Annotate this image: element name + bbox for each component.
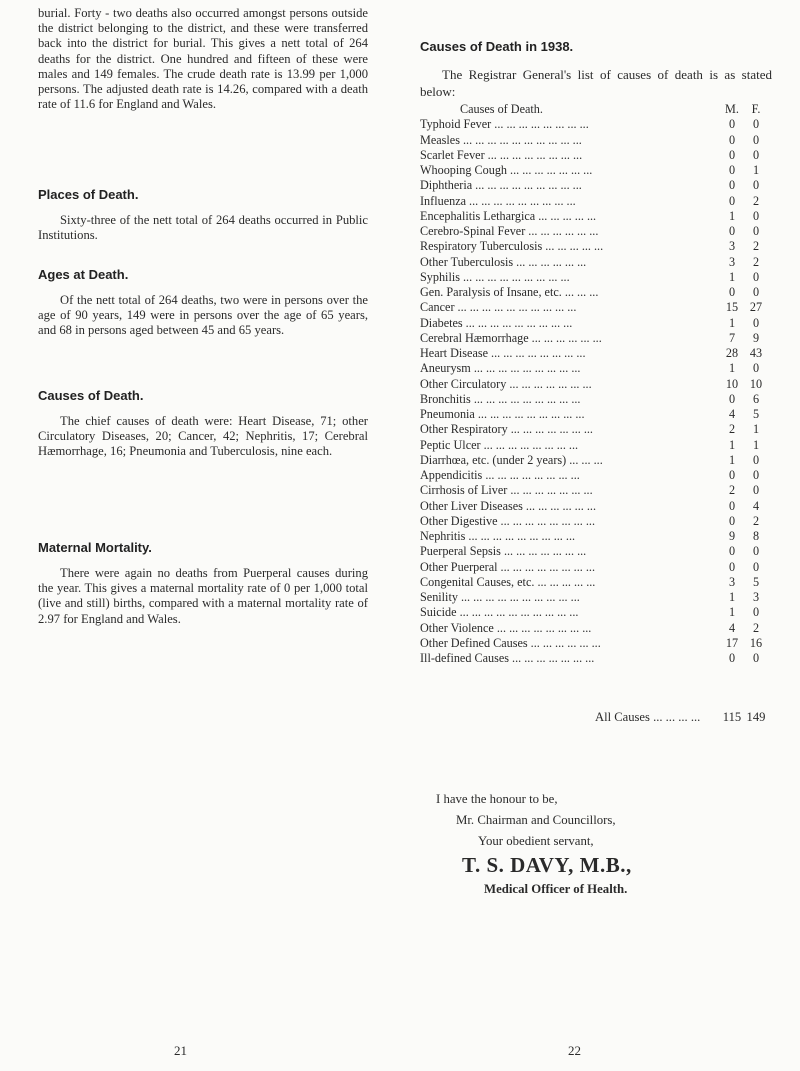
- intro-paragraph: [38, 6, 368, 112]
- male-count: 2: [728, 483, 736, 498]
- female-count: 0: [752, 651, 760, 665]
- male-count: 4: [728, 407, 736, 421]
- table-row: [420, 178, 772, 193]
- male-count: 1: [728, 208, 736, 223]
- female-count: 0: [752, 483, 760, 498]
- causes-text: The chief causes of death were: Heart Disease, 71; other Circulatory Diseases, 20; Cancer, 42; Nephritis, 17; Cerebral Hæmorrhage, 16; Pneumonia and Tuberculosis, nine each.: [38, 414, 368, 459]
- cause-name: Senility ... ... ... ... ... ... ... ... ... ...: [420, 590, 580, 604]
- table-row: [420, 651, 772, 666]
- closing-line-3: Your obedient servant,: [478, 834, 594, 848]
- table-row: [420, 316, 772, 331]
- female-count: 16: [749, 635, 763, 650]
- cause-name: Other Puerperal ... ... ... ... ... ... ... ...: [420, 559, 595, 574]
- male-count: 10: [725, 376, 739, 391]
- intro-text: burial. Forty - two deaths also occurred amongst persons outside the district belonging to the district, and these were transferred back into the district for burial. This gives a nett total of 264 deaths for the district. One hundred and fifteen of these were males and 149 females. The crude death rate is 13.99 per 1,000 persons. The adjusted death rate is 14.26, compared with a death rate of 11.6 for England and Wales.: [38, 6, 368, 112]
- table-row: [420, 605, 772, 620]
- causes-heading: Causes of Death.: [38, 388, 144, 403]
- signature-name: T. S. DAVY, M.B.,: [462, 853, 632, 877]
- male-count: 0: [728, 117, 736, 132]
- header-causes: Causes of Death.: [460, 102, 543, 116]
- maternal-text: There were again no deaths from Puerperal causes during the year. This gives a maternal mortality rate of 0 per 1,000 total (live and still) births, compared with a maternal mortality rate of 2.97 for England and Wales.: [38, 566, 368, 626]
- male-count: 0: [728, 132, 736, 147]
- page-number-left: 21: [174, 1043, 187, 1058]
- male-count: 2: [728, 422, 736, 437]
- cause-name: Other Circulatory ... ... ... ... ... ... ...: [420, 376, 592, 391]
- table-row: [420, 499, 772, 514]
- female-count: 0: [752, 178, 760, 193]
- male-count: 3: [728, 254, 736, 269]
- total-male: 115: [722, 710, 742, 724]
- maternal-section: [38, 540, 368, 627]
- table-header-row: [420, 102, 772, 117]
- male-count: 4: [728, 620, 736, 635]
- table-row: [420, 117, 772, 132]
- table-row: [420, 224, 772, 239]
- cause-name: Nephritis ... ... ... ... ... ... ... ... ...: [420, 529, 576, 543]
- female-count: 1: [752, 422, 760, 437]
- table-row: [420, 346, 772, 361]
- female-count: 0: [752, 544, 760, 559]
- cause-name: Typhoid Fever ... ... ... ... ... ... ... ...: [420, 117, 589, 132]
- female-count: 0: [752, 147, 760, 162]
- female-count: 0: [752, 208, 760, 223]
- male-count: 1: [728, 590, 736, 604]
- cause-name: Diphtheria ... ... ... ... ... ... ... ... ...: [420, 178, 582, 193]
- table-row: [420, 148, 772, 163]
- table-row: [420, 377, 772, 392]
- table-row: [420, 590, 772, 605]
- table-row: [420, 438, 772, 453]
- male-count: 0: [728, 193, 736, 208]
- cause-name: Other Defined Causes ... ... ... ... ... ...: [420, 635, 601, 650]
- female-count: 9: [752, 330, 760, 345]
- female-count: 3: [752, 590, 760, 604]
- cause-name: Cerebro-Spinal Fever ... ... ... ... ... ...: [420, 224, 599, 238]
- table-row: [420, 529, 772, 544]
- table-row: [420, 575, 772, 590]
- table-row: [420, 560, 772, 575]
- cause-name: Bronchitis ... ... ... ... ... ... ... ... ...: [420, 391, 581, 406]
- cause-name: Cirrhosis of Liver ... ... ... ... ... ... ...: [420, 483, 593, 498]
- female-count: 0: [752, 285, 760, 299]
- causes-list-intro: The Registrar General's list of causes of death is as stated below:: [420, 67, 772, 99]
- cause-name: Pneumonia ... ... ... ... ... ... ... ... ...: [420, 407, 585, 421]
- male-count: 9: [728, 529, 736, 543]
- table-row: [420, 239, 772, 254]
- header-female: F.: [751, 102, 761, 116]
- cause-name: Other Respiratory ... ... ... ... ... ... ...: [420, 422, 593, 437]
- female-count: 0: [752, 559, 760, 574]
- male-count: 1: [728, 437, 736, 452]
- male-count: 15: [725, 300, 739, 315]
- cause-name: Other Digestive ... ... ... ... ... ... ... ...: [420, 513, 596, 528]
- header-male: M.: [725, 102, 739, 116]
- female-count: 0: [752, 315, 760, 330]
- male-count: 0: [728, 651, 736, 665]
- female-count: 0: [752, 269, 760, 284]
- causes-list-header: [420, 39, 772, 100]
- male-count: 1: [728, 361, 736, 376]
- places-section: [38, 187, 368, 243]
- maternal-heading: Maternal Mortality.: [38, 540, 152, 555]
- cause-name: Whooping Cough ... ... ... ... ... ... ...: [420, 163, 593, 177]
- table-row: [420, 483, 772, 498]
- places-text: Sixty-three of the nett total of 264 deaths occurred in Public Institutions.: [38, 213, 368, 243]
- male-count: 0: [728, 559, 736, 574]
- table-row: [420, 194, 772, 209]
- female-count: 8: [752, 529, 760, 543]
- male-count: 0: [728, 224, 736, 238]
- female-count: 2: [752, 620, 760, 635]
- table-row: [420, 209, 772, 224]
- table-row: [420, 163, 772, 178]
- female-count: 0: [752, 132, 760, 147]
- cause-name: Diarrhœa, etc. (under 2 years) ... ... ...: [420, 452, 603, 467]
- signature-block: [420, 789, 772, 900]
- causes-section: [38, 388, 368, 460]
- total-female: 149: [746, 710, 766, 724]
- table-row: [420, 514, 772, 529]
- female-count: 2: [752, 239, 760, 254]
- female-count: 0: [752, 224, 760, 238]
- cause-name: Ill-defined Causes ... ... ... ... ... ... ...: [420, 651, 595, 665]
- causes-list-heading: Causes of Death in 1938.: [420, 39, 574, 54]
- male-count: 0: [728, 147, 736, 162]
- causes-table: [420, 102, 772, 666]
- female-count: 0: [752, 452, 760, 467]
- cause-name: Appendicitis ... ... ... ... ... ... ... ...: [420, 468, 580, 482]
- female-count: 2: [752, 254, 760, 269]
- male-count: 1: [728, 315, 736, 330]
- cause-name: Puerperal Sepsis ... ... ... ... ... ... ...: [420, 544, 587, 559]
- cause-name: Influenza ... ... ... ... ... ... ... ... ...: [420, 193, 576, 208]
- male-count: 0: [728, 544, 736, 559]
- cause-name: Aneurysm ... ... ... ... ... ... ... ... ...: [420, 361, 581, 376]
- female-count: 4: [752, 498, 760, 513]
- cause-name: Respiratory Tuberculosis ... ... ... ... ...: [420, 239, 604, 254]
- table-row: [420, 285, 772, 300]
- table-row: [420, 133, 772, 148]
- table-row: [420, 621, 772, 636]
- male-count: 1: [728, 452, 736, 467]
- female-count: 2: [752, 513, 760, 528]
- cause-name: Encephalitis Lethargica ... ... ... ... ...: [420, 208, 597, 223]
- cause-name: Measles ... ... ... ... ... ... ... ... ... ...: [420, 132, 582, 147]
- places-heading: Places of Death.: [38, 187, 139, 202]
- cause-name: Syphilis ... ... ... ... ... ... ... ... ...: [420, 269, 570, 284]
- cause-name: Heart Disease ... ... ... ... ... ... ... ...: [420, 346, 586, 360]
- female-count: 43: [749, 346, 763, 360]
- female-count: 0: [752, 468, 760, 482]
- closing-line-1: I have the honour to be,: [436, 792, 558, 806]
- cause-name: Other Liver Diseases ... ... ... ... ... ...: [420, 498, 597, 513]
- male-count: 0: [728, 513, 736, 528]
- cause-name: Suicide ... ... ... ... ... ... ... ... ... ...: [420, 605, 579, 620]
- table-row: [420, 331, 772, 346]
- table-row: [420, 270, 772, 285]
- female-count: 1: [752, 163, 760, 177]
- female-count: 27: [749, 300, 763, 315]
- cause-name: Cancer ... ... ... ... ... ... ... ... ... ...: [420, 300, 577, 315]
- table-row: [420, 300, 772, 315]
- female-count: 2: [752, 193, 760, 208]
- total-label: All Causes ... ... ... ...: [595, 710, 701, 724]
- cause-name: Other Violence ... ... ... ... ... ... ... ...: [420, 620, 592, 635]
- male-count: 0: [728, 391, 736, 406]
- cause-name: Peptic Ulcer ... ... ... ... ... ... ... ...: [420, 437, 579, 452]
- cause-name: Scarlet Fever ... ... ... ... ... ... ... ...: [420, 147, 583, 162]
- male-count: 3: [728, 239, 736, 254]
- table-row: [420, 392, 772, 407]
- male-count: 0: [728, 498, 736, 513]
- female-count: 0: [752, 361, 760, 376]
- male-count: 1: [728, 269, 736, 284]
- cause-name: Diabetes ... ... ... ... ... ... ... ... ...: [420, 315, 573, 330]
- male-count: 0: [728, 163, 736, 177]
- table-row: [420, 544, 772, 559]
- table-row: [420, 422, 772, 437]
- cause-name: Congenital Causes, etc. ... ... ... ... ...: [420, 574, 596, 589]
- closing-line-2: Mr. Chairman and Councillors,: [456, 813, 616, 827]
- ages-heading: Ages at Death.: [38, 267, 129, 282]
- male-count: 3: [728, 574, 736, 589]
- male-count: 7: [728, 330, 736, 345]
- male-count: 0: [728, 468, 736, 482]
- cause-name: Gen. Paralysis of Insane, etc. ... ... ...: [420, 285, 599, 299]
- cause-name: Other Tuberculosis ... ... ... ... ... ...: [420, 254, 587, 269]
- female-count: 0: [752, 605, 760, 620]
- page-number-right: 22: [568, 1043, 581, 1058]
- male-count: 17: [725, 635, 739, 650]
- ages-section: [38, 267, 368, 339]
- table-row: [420, 361, 772, 376]
- male-count: 28: [725, 346, 739, 360]
- female-count: 1: [752, 437, 760, 452]
- male-count: 1: [728, 605, 736, 620]
- table-row: [420, 407, 772, 422]
- table-row: [420, 453, 772, 468]
- table-row: [420, 468, 772, 483]
- female-count: 6: [752, 391, 760, 406]
- signature-title: Medical Officer of Health.: [484, 882, 628, 896]
- female-count: 10: [749, 376, 763, 391]
- male-count: 0: [728, 285, 736, 299]
- table-row: [420, 636, 772, 651]
- female-count: 5: [752, 574, 760, 589]
- female-count: 5: [752, 407, 760, 421]
- cause-name: Cerebral Hæmorrhage ... ... ... ... ... ...: [420, 330, 602, 345]
- table-row: [420, 255, 772, 270]
- male-count: 0: [728, 178, 736, 193]
- female-count: 0: [752, 117, 760, 132]
- ages-text: Of the nett total of 264 deaths, two were in persons over the age of 90 years, 149 were in persons over the age of 65 years, and 68 in persons aged between 45 and 65 years.: [38, 293, 368, 338]
